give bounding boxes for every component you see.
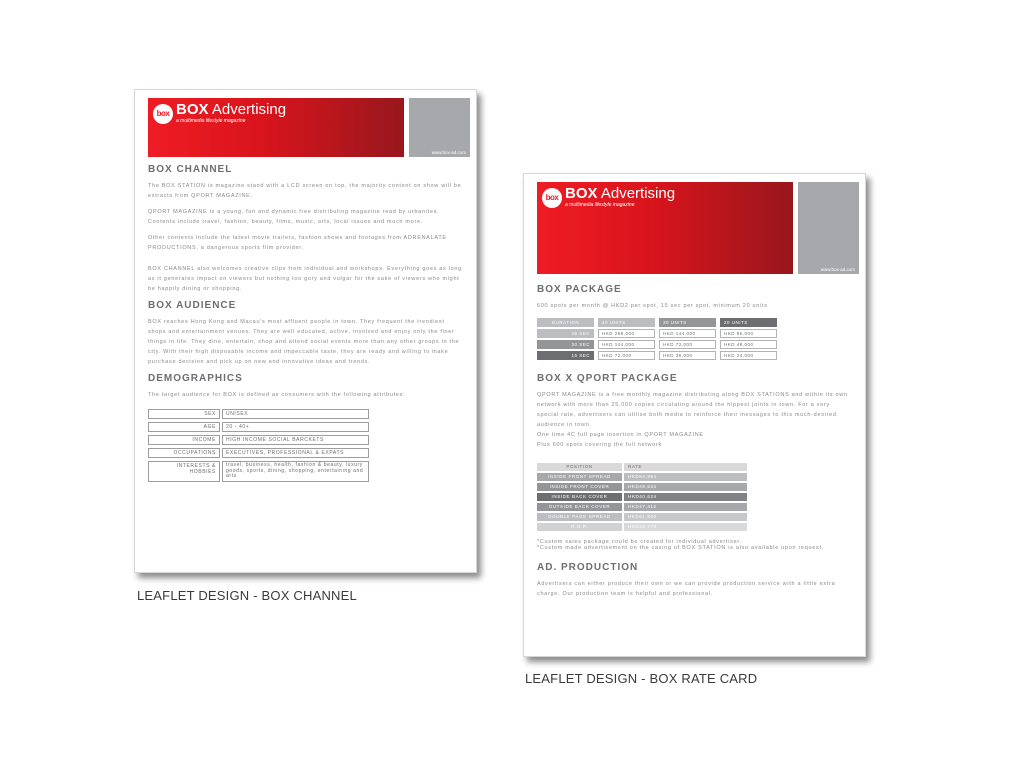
demo-key: INTERESTS & HOBBIES bbox=[148, 461, 220, 482]
table-row bbox=[148, 435, 369, 445]
paragraph: QPORT MAGAZINE is a free monthly magazine distributing along BOX STATIONS and within its own network with more than 25,000 copies circulating around the hippest joints in town. For a very special rate, advertisers can utilise both media to reinforce their messages to this much-desired audience in town. bbox=[537, 392, 848, 428]
brand-tagline: a multimedia lifestyle magazine bbox=[565, 202, 635, 208]
section-title-demographics: DEMOGRAPHICS bbox=[148, 373, 243, 384]
table-row bbox=[537, 473, 747, 481]
table-row bbox=[537, 493, 747, 501]
demo-key: AGE bbox=[148, 422, 220, 432]
grey-image-block bbox=[409, 98, 470, 157]
position-cell: INSIDE FRONT SPREAD bbox=[537, 473, 622, 481]
brand-name: BOX Advertising bbox=[565, 185, 676, 202]
duration-cell: 30 SEC bbox=[537, 340, 594, 349]
section-title-box-x-qport-package: BOX X QPORT PACKAGE bbox=[537, 373, 678, 384]
table-header: RATE bbox=[624, 463, 747, 471]
table-row bbox=[148, 461, 369, 482]
table-row bbox=[537, 340, 777, 349]
duration-cell: 45 SEC bbox=[537, 329, 594, 338]
section-title-box-channel: BOX CHANNEL bbox=[148, 164, 233, 175]
paragraph: The target audience for BOX is defined as consumers with the following attributes: bbox=[148, 392, 406, 398]
section-title-box-audience: BOX AUDIENCE bbox=[148, 300, 237, 311]
brand-url: www.box-ad.com bbox=[431, 150, 466, 155]
position-cell: DOUBLE PAGE SPREAD bbox=[537, 513, 622, 521]
section-title-ad-production: AD. PRODUCTION bbox=[537, 562, 639, 573]
caption-box-channel: LEAFLET DESIGN - BOX CHANNEL bbox=[137, 588, 357, 603]
rate-table bbox=[535, 461, 749, 533]
table-row bbox=[148, 409, 369, 419]
brand-banner-extended bbox=[537, 182, 793, 274]
price-cell: HKD 96,000 bbox=[720, 329, 777, 338]
paragraph: 600 spots per month @ HKD2 per spot, 15 sec per spot, minimum 20 units bbox=[537, 303, 768, 309]
custom-note: *Custom made advertisement on the casing of BOX STATION is also available upon request. bbox=[537, 545, 824, 551]
paragraph: QPORT MAGAZINE is a young, fun and dynamic free distributing magazine read by urbanites. Contents include travel, fashion, beauty, films, music, arts, local issues and much more. bbox=[148, 209, 440, 225]
paragraph: Other contents include the latest movie trailers, fashion shows and footages from ADRENALATE PRODUCTIONS, a dangerous sports film provider. bbox=[148, 235, 447, 251]
leaflet-box-channel bbox=[134, 89, 477, 573]
rate-cell: HKD40,624 bbox=[624, 493, 747, 501]
demo-value: UNISEX bbox=[222, 409, 369, 419]
rate-cell: HKD84,994 bbox=[624, 473, 747, 481]
demographics-table bbox=[148, 406, 369, 485]
price-cell: HKD 36,000 bbox=[659, 351, 716, 360]
table-header: POSITION bbox=[537, 463, 622, 471]
demo-key: OCCUPATIONS bbox=[148, 448, 220, 458]
brand-name: BOX Advertising bbox=[176, 101, 287, 118]
section-title-box-package: BOX PACKAGE bbox=[537, 284, 622, 295]
brand-banner bbox=[148, 98, 404, 157]
grey-image-block bbox=[798, 182, 859, 274]
table-header: 30 UNITS bbox=[659, 318, 716, 327]
position-cell: R.O.P. bbox=[537, 523, 622, 531]
brand-tagline: a multimedia lifestyle magazine bbox=[176, 118, 246, 124]
table-row bbox=[537, 463, 747, 471]
price-cell: HKD 48,000 bbox=[720, 340, 777, 349]
position-cell: INSIDE BACK COVER bbox=[537, 493, 622, 501]
paragraph: Plus 600 spots covering the full network bbox=[537, 442, 662, 448]
demo-key: SEX bbox=[148, 409, 220, 419]
leaflet-content bbox=[537, 284, 853, 599]
custom-note: *Custom sales package could be created for individual advertiser. bbox=[537, 539, 742, 545]
demo-value: EXECUTIVES, PROFESSIONAL & EXPATS bbox=[222, 448, 369, 458]
table-row bbox=[537, 513, 747, 521]
price-cell: HKD 24,000 bbox=[720, 351, 777, 360]
price-cell: HKD 72,000 bbox=[659, 340, 716, 349]
position-cell: INSIDE FRONT COVER bbox=[537, 483, 622, 491]
paragraph: The BOX STATION is magazine stand with a LCD screen on top, the majority content on show will be extracts from QPORT MAGAZINE. bbox=[148, 183, 462, 199]
price-cell: HKD 144,000 bbox=[598, 340, 655, 349]
table-row bbox=[537, 318, 777, 327]
table-row bbox=[148, 422, 369, 432]
demo-value: 20 - 40+ bbox=[222, 422, 369, 432]
box-logo-icon: box bbox=[542, 188, 562, 208]
paragraph: One time 4C full page insertion in QPORT MAGAZINE bbox=[537, 432, 704, 438]
table-header: 20 UNITS bbox=[720, 318, 777, 327]
brand-url: www.box-ad.com bbox=[820, 267, 855, 272]
caption-box-rate-card: LEAFLET DESIGN - BOX RATE CARD bbox=[525, 671, 758, 686]
leaflet-content bbox=[148, 164, 464, 485]
rate-cell: HKD61,800 bbox=[624, 513, 747, 521]
rate-cell: HKD49,534 bbox=[624, 483, 747, 491]
duration-cell: 15 SEC bbox=[537, 351, 594, 360]
price-cell: HKD 144,000 bbox=[659, 329, 716, 338]
table-row bbox=[537, 523, 747, 531]
demo-key: INCOME bbox=[148, 435, 220, 445]
table-header: DURATION bbox=[537, 318, 594, 327]
demo-value: HIGH INCOME SOCIAL BARCKETS bbox=[222, 435, 369, 445]
rate-cell: HKD46,778 bbox=[624, 523, 747, 531]
box-logo-icon: box bbox=[153, 104, 173, 124]
price-cell: HKD 288,000 bbox=[598, 329, 655, 338]
package-table bbox=[533, 316, 781, 362]
paragraph: BOX CHANNEL also welcomes creative clips from individual and workshops. Everything goes as long as it generates impact on viewers but nothing too gory and vulgar for the sake of viewers who might be happily dining or shopping. bbox=[148, 266, 462, 292]
paragraph: BOX reaches Hong Kong and Macau's most affluent people in town. They frequent the trendiest shops and entertainment venues. They are well educated, active, involved and enjoy only the finer things in life. They dine, entertain, shop and attend social events more than any other groups in the city. With their high disposable income and impeccable taste, they are ready and willing to make purchase decision and pick up on new and innovative ideas and trends. bbox=[148, 319, 460, 365]
position-cell: OUTSIDE BACK COVER bbox=[537, 503, 622, 511]
leaflet-box-rate-card bbox=[523, 173, 866, 657]
table-row bbox=[537, 483, 747, 491]
table-row bbox=[537, 329, 777, 338]
rate-cell: HKD47,412 bbox=[624, 503, 747, 511]
table-row bbox=[537, 351, 777, 360]
table-header: 40 UNITS bbox=[598, 318, 655, 327]
price-cell: HKD 72,000 bbox=[598, 351, 655, 360]
table-row bbox=[148, 448, 369, 458]
paragraph: Advertisers can either produce their own or we can provide production service with a little extra charge. Our production team is helpful and professional. bbox=[537, 581, 836, 597]
demo-value: travel, business, health, fashion & beauty, luxury goods, sports, dining, shopping, entertaining and arts bbox=[222, 461, 369, 482]
table-row bbox=[537, 503, 747, 511]
